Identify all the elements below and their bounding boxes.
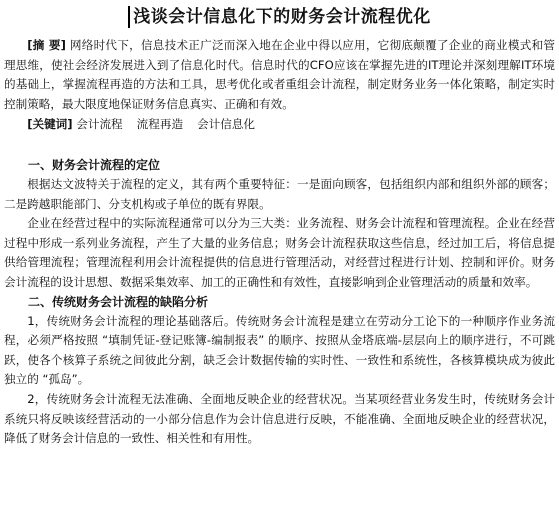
abstract-label: [摘 要] [27, 38, 66, 52]
section-paragraph: 2，传统财务会计流程无法准确、全面地反映企业的经营状况。当某项经营业务发生时，传统财务会计系统只将反映该经营活动的一小部分信息作为会计信息进行反映，不能准确、全面地反映企业的经营状况，降低了财务会计信息的一致性、相关性和有用性。 [4, 391, 555, 446]
keyword-item: 会计流程 [76, 117, 123, 132]
abstract-paragraph [4, 36, 555, 114]
keywords-paragraph [4, 115, 555, 135]
title-area [4, 0, 555, 34]
section-heading: 二、传统财务会计流程的缺陷分析 [28, 294, 209, 309]
keyword-item: 会计信息化 [197, 117, 256, 132]
abstract-text: 网络时代下，信息技术正广泛而深入地在企业中得以应用，它彻底颠覆了企业的商业模式和管理思维，使社会经济发展进入到了信息化时代。信息时代的CFO应该在掌握先进的IT理论并深刻理解IT环境的基础上，掌握流程再造的方法和工具，思考优化或者重组会计流程，制定财务业务一体化策略，制定实时控制策略，最大限度地保证财务信息真实、正确和有效。 [4, 38, 555, 111]
section-paragraph: 根据达文波特关于流程的定义，其有两个重要特征：一是面向顾客，包括组织内部和组织外部的顾客；二是跨越职能部门、分支机构或子单位的既有界限。 [4, 176, 555, 211]
article-title: 浅谈会计信息化下的财务会计流程优化 [128, 6, 431, 28]
section-heading: 一、财务会计流程的定位 [28, 157, 161, 172]
section-paragraph: 企业在经营过程中的实际流程通常可以分为三大类：业务流程、财务会计流程和管理流程。企业在经营过程中形成一系列业务流程，产生了大量的业务信息；财务会计流程获取这些信息，经过加工后，将信息提供给管理流程；管理流程利用会计流程提供的信息进行管理活动，对经营过程进行计划、控制和评价。财务会计流程的设计思想、数据采集效率、加工的正确性和有效性，直接影响到企业管理活动的质量和效率。 [4, 216, 555, 289]
keyword-item: 流程再造 [136, 117, 184, 132]
section-paragraph: 1，传统财务会计流程的理论基础落后。传统财务会计流程是建立在劳动分工论下的一种顺序作业务流程，必须严格按照 “填制凭证-登记账簿-编制报表” 的顺序、按照从金塔底端-层层向上的顺序进行，不可跳跃，使各个核算子系统之间彼此分割，缺乏会计数据传输的实时性、一致性和系统性，各核算模块成为彼此独立的 “孤岛”。 [4, 313, 555, 387]
keywords-label: [关键词] [27, 117, 73, 132]
